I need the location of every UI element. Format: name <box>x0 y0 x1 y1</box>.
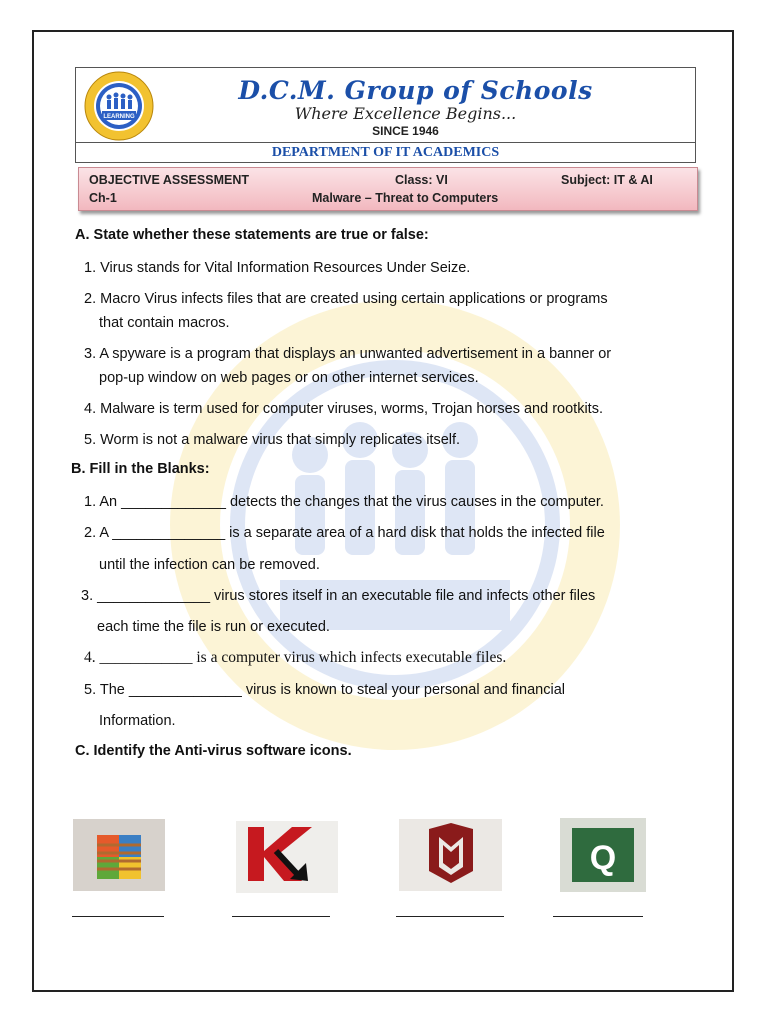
item-number: 4. <box>84 401 97 417</box>
item-text: Macro Virus infects files that are created using certain applications or programs <box>100 291 608 307</box>
answer-blank-2[interactable] <box>232 916 330 917</box>
answer-blank-4[interactable] <box>553 916 643 917</box>
item-text: ______________ virus stores itself in an executable file and infects other files <box>97 588 596 604</box>
avg-icon <box>73 819 165 891</box>
item-text: Worm is not a malware virus that simply replicates itself. <box>100 432 461 448</box>
chapter-label: Ch-1 <box>89 191 117 205</box>
section-b-item <box>84 521 605 545</box>
item-text: Malware is term used for computer viruses, worms, Trojan horses and rootkits. <box>100 401 603 417</box>
item-number: 5. <box>84 432 97 448</box>
section-b-item <box>81 584 595 608</box>
item-text: A ______________ is a separate area of a hard disk that holds the infected file <box>99 525 605 541</box>
quick-heal-icon <box>560 818 646 892</box>
logo-center-text: LEARNING <box>103 114 135 120</box>
item-number: 4. <box>84 649 96 666</box>
subject-label: Subject: IT & AI <box>561 173 653 187</box>
quick-heal-letter: Q <box>589 839 617 877</box>
item-text: An _____________ detects the changes that the virus causes in the computer. <box>99 494 604 510</box>
kaspersky-icon <box>236 821 338 893</box>
item-number: 1. <box>84 494 97 510</box>
school-since: SINCE 1946 <box>372 124 439 138</box>
topic-label: Malware – Threat to Computers <box>312 191 499 205</box>
department-title: DEPARTMENT OF IT ACADEMICS <box>271 145 500 160</box>
item-text-continued: Information. <box>99 713 176 729</box>
school-header <box>75 67 696 163</box>
item-number: 2. <box>84 525 97 541</box>
header-top <box>76 68 695 143</box>
item-text-continued: until the infection can be removed. <box>99 557 320 573</box>
assessment-label: OBJECTIVE ASSESSMENT <box>89 173 249 187</box>
item-text: The ______________ virus is known to steal your personal and financial <box>99 682 565 698</box>
section-b-item <box>84 678 565 702</box>
class-label: Class: VI <box>395 173 448 187</box>
school-tagline: Where Excellence Begins... <box>294 104 517 123</box>
mcafee-icon <box>399 819 502 891</box>
answer-blank-1[interactable] <box>72 916 164 917</box>
item-number: 3. <box>81 588 94 604</box>
answer-blank-3[interactable] <box>396 916 504 917</box>
section-c-heading: C. Identify the Anti-virus software icons. <box>75 743 352 759</box>
item-text-continued: that contain macros. <box>99 315 230 331</box>
item-number: 3. <box>84 346 97 362</box>
section-b-item <box>84 490 604 514</box>
section-a-item <box>84 397 603 421</box>
item-number: 1. <box>84 260 97 276</box>
section-b-item <box>84 646 506 670</box>
section-b-heading: B. Fill in the Blanks: <box>71 461 210 477</box>
item-text: A spyware is a program that displays an unwanted advertisement in a banner or <box>99 346 612 362</box>
section-a-item <box>84 342 611 366</box>
item-number: 5. <box>84 682 97 698</box>
item-text: Virus stands for Vital Information Resources Under Seize. <box>100 260 471 276</box>
school-name: D.C.M. Group of Schools <box>238 76 593 105</box>
item-text-continued: each time the file is run or executed. <box>97 619 330 635</box>
section-a-item <box>84 428 460 452</box>
item-number: 2. <box>84 291 97 307</box>
item-text: ____________ is a computer virus which infects executable files. <box>99 649 507 666</box>
assessment-info-bar <box>78 167 698 211</box>
section-a-item <box>84 287 608 311</box>
section-a-heading: A. State whether these statements are true or false: <box>75 227 429 243</box>
section-a-item <box>84 256 470 280</box>
item-text-continued: pop-up window on web pages or on other internet services. <box>99 370 479 386</box>
